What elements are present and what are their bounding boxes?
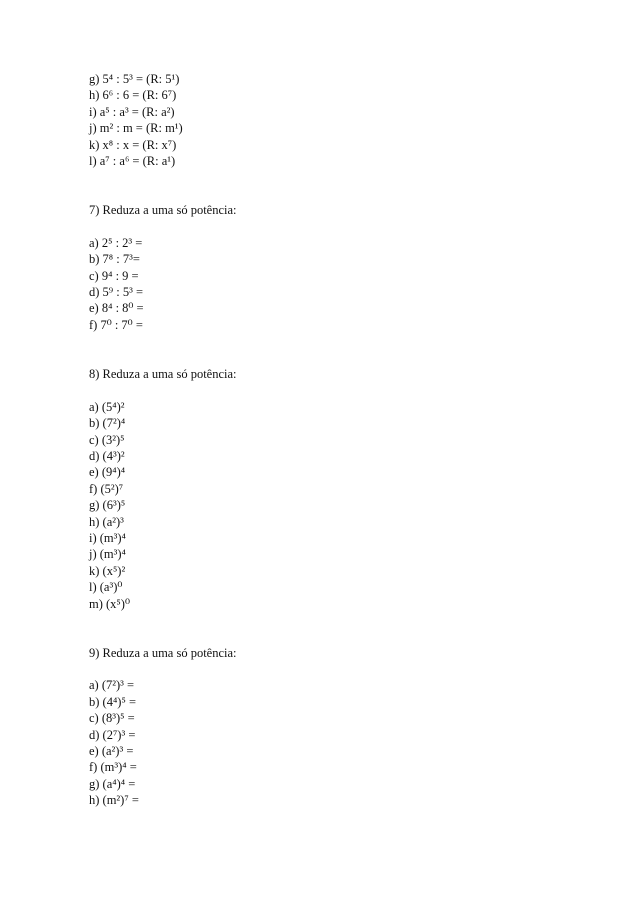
spacer <box>89 333 589 349</box>
section-heading: 8) Reduza a uma só potência: <box>89 367 237 382</box>
exercise-item: c) (3²)⁵ <box>89 432 125 447</box>
spacer <box>89 219 589 235</box>
spacer <box>89 661 589 677</box>
exercise-item: c) 9⁴ : 9 = <box>89 268 139 283</box>
exercise-item: j) (m³)⁴ <box>89 547 126 562</box>
section-heading: 9) Reduza a uma só potência: <box>89 645 237 660</box>
exercise-item: d) (4³)² <box>89 448 125 463</box>
exercise-item: h) (a²)³ <box>89 514 124 529</box>
exercise-item: e) 8⁴ : 8⁰ = <box>89 301 144 316</box>
document-page <box>89 71 589 809</box>
exercise-item: a) (5⁴)² <box>89 399 125 414</box>
section-7 <box>89 202 589 333</box>
exercise-item: f) (m³)⁴ = <box>89 760 137 775</box>
exercise-item: b) (7²)⁴ <box>89 416 126 431</box>
section-6-tail <box>89 71 589 169</box>
exercise-item: e) (9⁴)⁴ <box>89 465 126 480</box>
exercise-item: f) (5²)⁷ <box>89 481 124 496</box>
exercise-item: l) a⁷ : a⁶ = (R: a¹) <box>89 153 176 168</box>
exercise-item: h) 6⁶ : 6 = (R: 6⁷) <box>89 88 177 103</box>
exercise-item: g) 5⁴ : 5³ = (R: 5¹) <box>89 72 180 86</box>
spacer <box>89 186 589 202</box>
spacer <box>89 169 589 185</box>
exercise-item: c) (8³)⁵ = <box>89 711 135 726</box>
exercise-item: i) a⁵ : a³ = (R: a²) <box>89 104 175 119</box>
exercise-item: i) (m³)⁴ <box>89 530 126 545</box>
section-8 <box>89 366 589 612</box>
exercise-item: b) (4⁴)⁵ = <box>89 694 137 709</box>
exercise-item: h) (m²)⁷ = <box>89 793 139 808</box>
exercise-item: d) 5⁹ : 5³ = <box>89 285 144 300</box>
section-heading: 7) Reduza a uma só potência: <box>89 203 237 218</box>
exercise-item: l) (a³)⁰ <box>89 580 123 595</box>
spacer <box>89 382 589 398</box>
exercise-item: e) (a²)³ = <box>89 744 134 759</box>
exercise-item: d) (2⁷)³ = <box>89 727 136 742</box>
spacer <box>89 612 589 628</box>
exercise-item: a) (7²)³ = <box>89 678 135 693</box>
exercise-item: k) x⁸ : x = (R: x⁷) <box>89 137 177 152</box>
exercise-item: k) (x⁵)² <box>89 563 126 578</box>
exercise-item: m) (x⁵)⁰ <box>89 596 130 611</box>
exercise-item: g) (6³)⁵ <box>89 498 126 513</box>
exercise-item: g) (a⁴)⁴ = <box>89 776 136 791</box>
section-9 <box>89 645 589 809</box>
exercise-item: j) m² : m = (R: m¹) <box>89 121 183 136</box>
spacer <box>89 628 589 644</box>
spacer <box>89 350 589 366</box>
exercise-item: f) 7⁰ : 7⁰ = <box>89 317 143 332</box>
exercise-item: a) 2⁵ : 2³ = <box>89 235 143 250</box>
exercise-item: b) 7⁸ : 7³= <box>89 252 140 267</box>
